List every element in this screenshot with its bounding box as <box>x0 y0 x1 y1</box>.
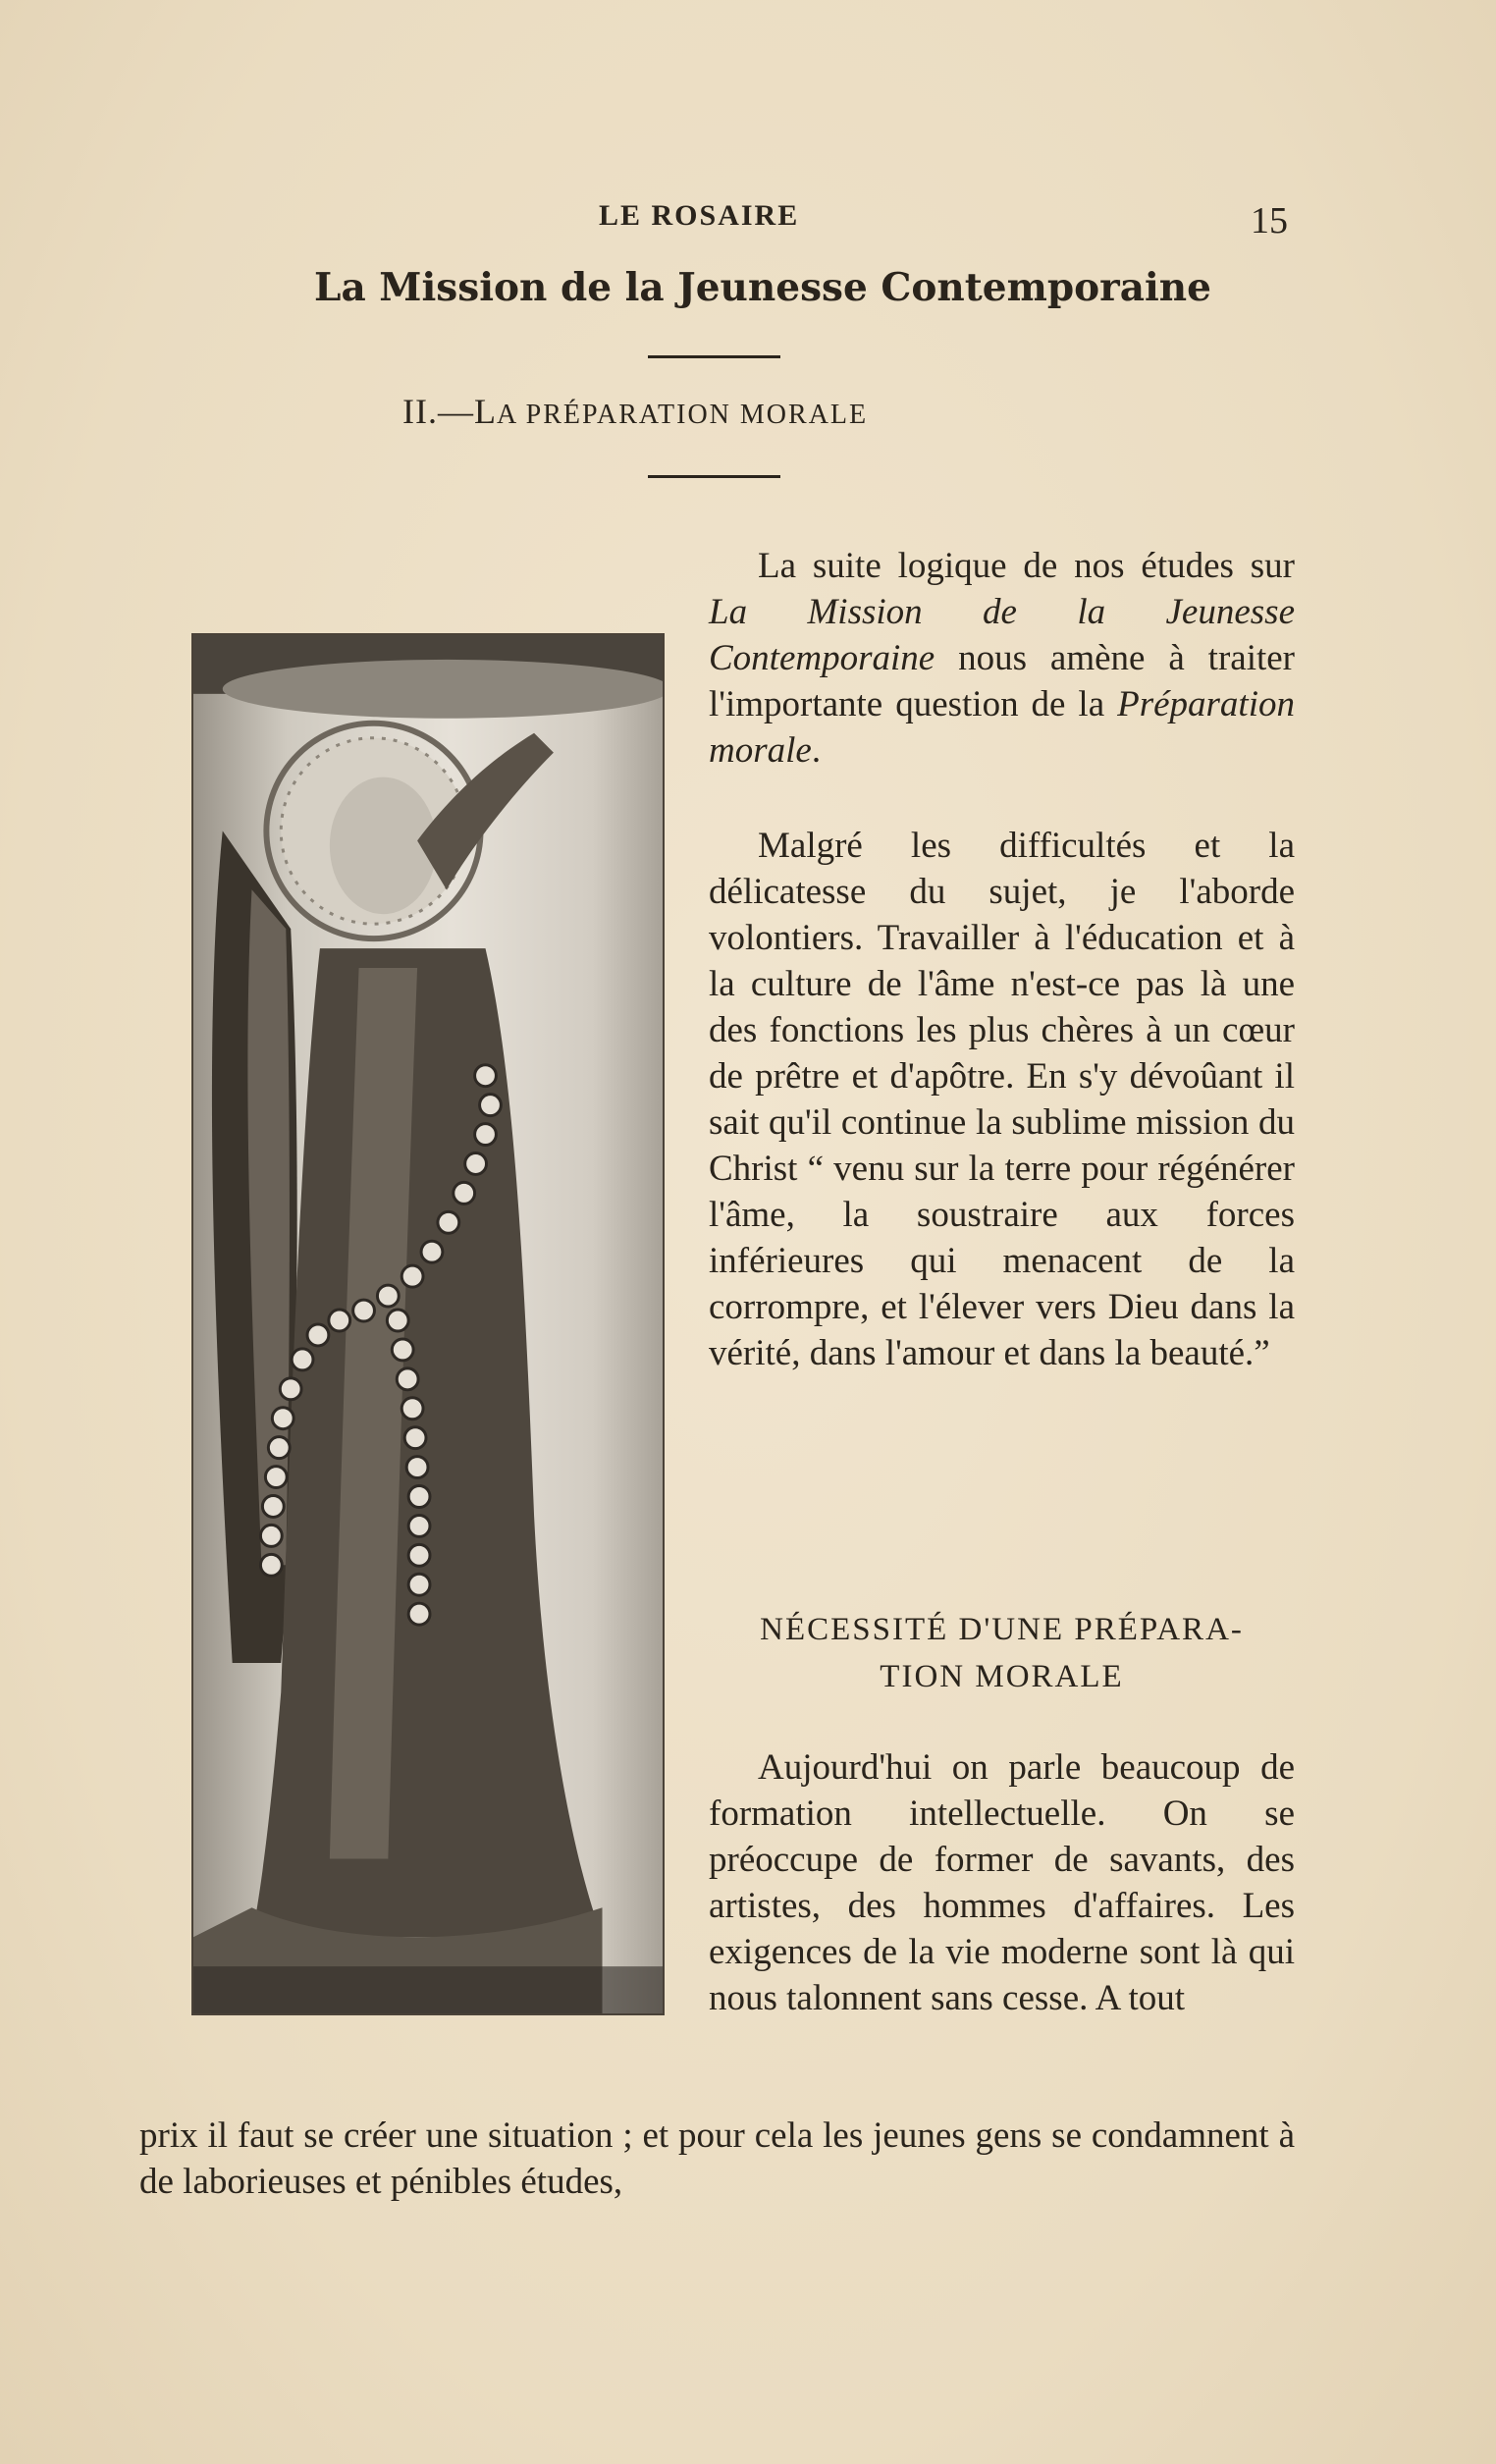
article-title: La Mission de la Jeunesse Contemporaine <box>314 265 1211 310</box>
paragraph-today-continued <box>139 2113 1295 2205</box>
subheading-line-1: NÉCESSITÉ D'UNE PRÉPARA- <box>760 1612 1244 1647</box>
section-heading-initial: L <box>473 392 497 431</box>
running-head: LE ROSAIRE <box>599 199 800 232</box>
paragraph-intro <box>709 543 1295 774</box>
page-number: 15 <box>1251 200 1288 241</box>
title-rule <box>648 355 780 358</box>
paragraph-intro-text-2: nous amène à traiter l'importante question de la <box>709 638 1295 724</box>
paragraph-intro-text: La suite logique de nos études sur <box>758 546 1295 586</box>
paragraph-today <box>709 1744 1295 2021</box>
paragraph-intro-italic-title: La Mission de la Jeunesse Contemporaine <box>709 592 1295 678</box>
angel-figure-drawing <box>193 635 663 2013</box>
paragraph-today-continued-text: prix il faut se créer une situation ; et pour cela les jeunes gens se condamnent à de laborieuses et pénibles études, <box>139 2116 1295 2202</box>
paragraph-today-text: Aujourd'hui on parle beaucoup de formation intellectuelle. On se préoccupe de former de savants, des artistes, des hommes d'affaires. Les exigences de la vie moderne sont là qui nous talonnent sans cesse. A tout <box>709 1747 1295 2018</box>
subheading-necessity <box>709 1606 1295 1700</box>
paragraph-difficulty-text: Malgré les difficultés et la délicatesse du sujet, je l'aborde volontiers. Travailler à l'éducation et à la culture de l'âme n'est-ce pas là une des fonctions les plus chères à un cœur de prêtre et d'apôtre. En s'y dévoûant il sait qu'il continue la sublime mission du Christ “ venu sur la terre pour régénérer l'âme, la soustraire aux forces inférieures qui menacent de la corrompre, et l'élever vers Dieu dans la vérité, dans l'amour et dans la beauté.” <box>709 826 1295 1373</box>
section-number: II.— <box>402 392 474 431</box>
angel-illustration <box>191 633 665 2015</box>
subheading-line-2: TION MORALE <box>880 1659 1124 1694</box>
paragraph-intro-italic-topic: Préparation morale <box>709 684 1295 771</box>
section-heading <box>402 391 868 432</box>
section-heading-rest: A PRÉPARATION MORALE <box>496 400 869 430</box>
paragraph-difficulty <box>709 823 1295 1376</box>
paragraph-intro-text-3: . <box>811 730 822 771</box>
section-rule <box>648 475 780 478</box>
